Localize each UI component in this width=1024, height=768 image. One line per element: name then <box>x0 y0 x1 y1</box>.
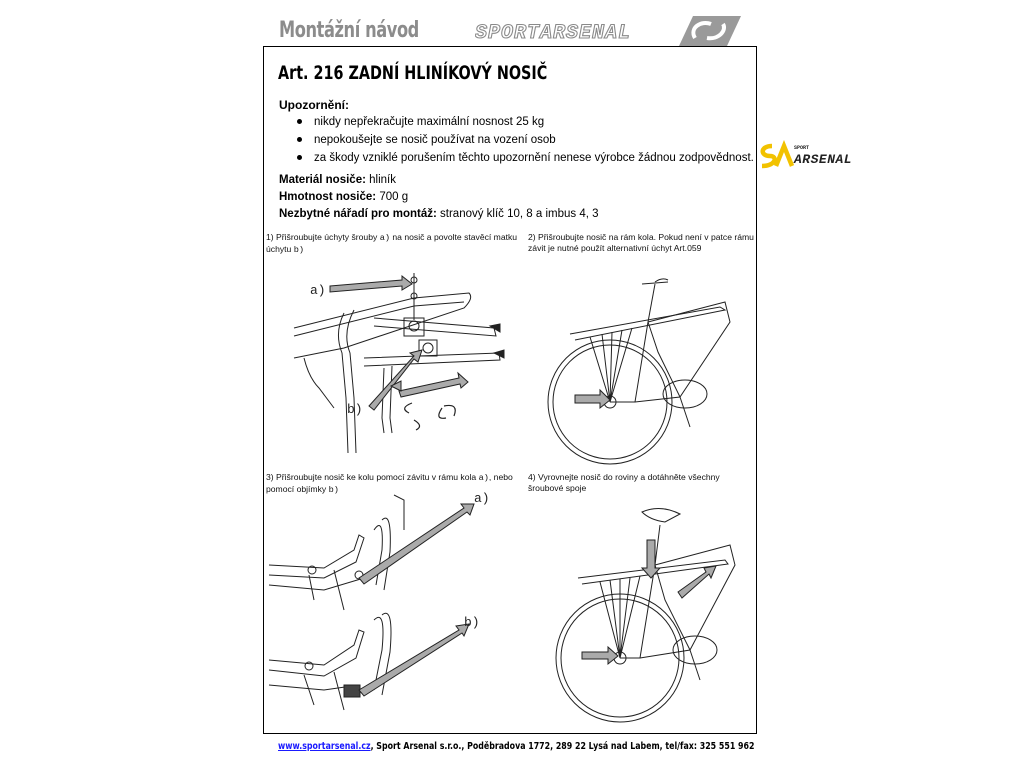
spec-tools: Nezbytné nářadí pro montáž: stranový klíč 10, 8 a imbus 4, 3 <box>279 208 599 220</box>
label-a: a) <box>310 283 326 298</box>
side-sportarsenal-logo <box>758 140 883 175</box>
label-b: b) <box>347 402 363 417</box>
document-title: Art. 216 ZADNÍ HLINÍKOVÝ NOSIČ <box>278 62 548 84</box>
warning-item: za škody vzniklé porušením těchto upozornění nenese výrobce žádnou zodpovědnost. <box>279 149 754 167</box>
brand-emblem-icon <box>679 16 741 46</box>
warning-item: nepokoušejte se nosič používat na vození osob <box>279 131 754 149</box>
website-link[interactable]: www.sportarsenal.cz <box>278 741 371 752</box>
step-1-caption: 1) Přišroubujte úchyty šrouby a) na nosič a povolte stavěcí matku úchytu b) <box>266 232 518 255</box>
spec-material: Materiál nosiče: hliník <box>279 174 396 186</box>
footer <box>278 741 754 752</box>
step-1-drawing <box>264 258 524 473</box>
label-a: a) <box>474 491 490 506</box>
header-title: Montážní návod <box>279 18 419 43</box>
spec-weight: Hmotnost nosiče: 700 g <box>279 191 409 203</box>
step-4-caption: 4) Vyrovnejte nosič do roviny a dotáhněte všechny šroubové spoje <box>528 472 720 493</box>
label-b: b) <box>464 615 480 630</box>
warning-heading: Upozornění: <box>279 98 349 112</box>
step-4-drawing <box>530 500 755 735</box>
side-logo-top: SPORT <box>794 145 810 151</box>
step-3-drawing <box>264 490 524 735</box>
warning-item: nikdy nepřekračujte maximální nosnost 25 kg <box>279 113 754 131</box>
step-2-caption: 2) Přišroubujte nosič na rám kola. Pokud není v patce rámu závit je nutné použít alternativní úchyt Art.059 <box>528 232 754 253</box>
side-logo-main: ARSENAL <box>794 152 853 167</box>
step-2-drawing <box>530 262 755 477</box>
side-logo-emblem-icon <box>762 146 792 166</box>
brand-text: SPORTARSENAL <box>475 22 632 45</box>
step-3-caption: 3) Přišroubujte nosič ke kolu pomocí závitu v rámu kola a), nebo pomocí objímky b) <box>266 472 513 495</box>
footer-contact: , Sport Arsenal s.r.o., Poděbradova 1772, 289 22 Lysá nad Labem, tel/fax: 325 551 962 <box>370 741 755 752</box>
warning-list <box>279 113 754 167</box>
